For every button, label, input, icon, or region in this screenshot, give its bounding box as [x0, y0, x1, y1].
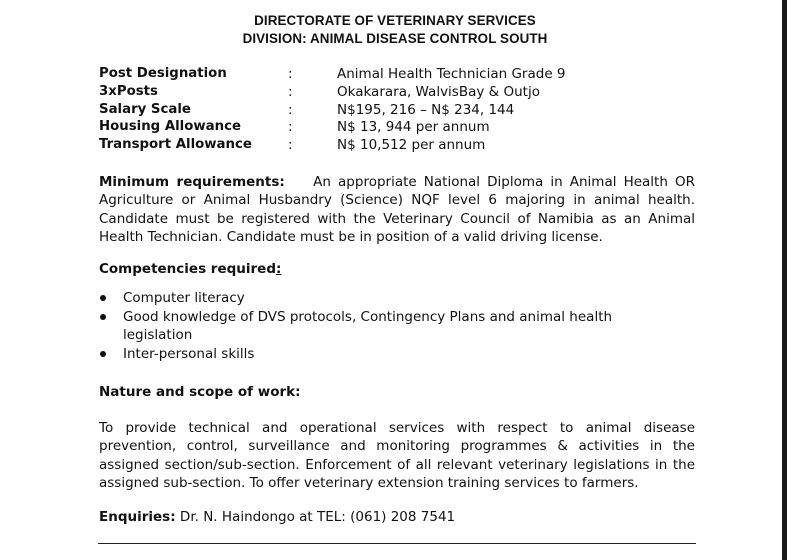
list-item [99, 345, 659, 364]
competencies-heading [99, 261, 281, 277]
housing-allowance-label: Housing Allowance [99, 119, 241, 134]
posts-label: 3xPosts [99, 84, 158, 99]
salary-scale-label: Salary Scale [99, 102, 191, 117]
enquiries-line [99, 509, 455, 525]
colon-separator: : [288, 102, 293, 118]
nature-scope-heading: Nature and scope of work: [99, 384, 301, 400]
post-designation-label: Post Designation [99, 66, 227, 81]
enquiries-label: Enquiries: [99, 509, 176, 525]
competency-text: Good knowledge of DVS protocols, Contingency Plans and animal health legislation [123, 308, 613, 343]
minimum-requirements-text: An appropriate National Diploma in Animal Health OR Agriculture or Animal Husbandry (Science) NQF level 6 majoring in animal health. Candidate must be registered with the Veterinary Council of Namibia as an Animal Health Technician. Candidate must be in position of a valid driving license. [99, 174, 695, 245]
competencies-heading-colon: : [276, 261, 282, 277]
bullet-icon [100, 295, 106, 301]
nature-scope-paragraph: To provide technical and operational services with respect to animal disease prevention, control, surveillance and monitoring programmes & activities in the assigned section/sub-section. Enforcement of all relevant veterinary legislations in the assigned sub-section. To offer veterinary extension training services to farmers. [99, 420, 695, 491]
transport-allowance-label: Transport Allowance [99, 137, 252, 152]
competency-text: Inter-personal skills [123, 345, 255, 362]
colon-separator: : [288, 66, 293, 82]
enquiries-text: Dr. N. Haindongo at TEL: (061) 208 7541 [179, 509, 456, 525]
post-designation-value: Animal Health Technician Grade 9 [337, 66, 566, 82]
bullet-icon [100, 314, 106, 320]
bullet-icon [100, 351, 106, 357]
minimum-requirements-label: Minimum requirements: [99, 174, 285, 190]
list-item [99, 289, 659, 308]
colon-separator: : [288, 137, 293, 153]
division-heading: DIVISION: ANIMAL DISEASE CONTROL SOUTH [242, 31, 548, 46]
transport-allowance-value: N$ 10,512 per annum [337, 137, 486, 153]
competency-text: Computer literacy [123, 290, 245, 306]
bottom-divider [98, 543, 696, 544]
colon-separator: : [288, 119, 293, 135]
housing-allowance-value: N$ 13, 944 per annum [337, 119, 490, 135]
competencies-list [99, 289, 659, 363]
list-item [99, 308, 659, 345]
colon-separator: : [288, 84, 293, 100]
competencies-heading-text: Competencies required [99, 261, 277, 277]
page-edge-border [782, 0, 787, 560]
salary-scale-value: N$195, 216 – N$ 234, 144 [337, 102, 515, 118]
directorate-heading: DIRECTORATE OF VETERINARY SERVICES [254, 13, 536, 28]
minimum-requirements-paragraph [99, 173, 695, 246]
posts-value: Okakarara, WalvisBay & Outjo [337, 84, 540, 100]
